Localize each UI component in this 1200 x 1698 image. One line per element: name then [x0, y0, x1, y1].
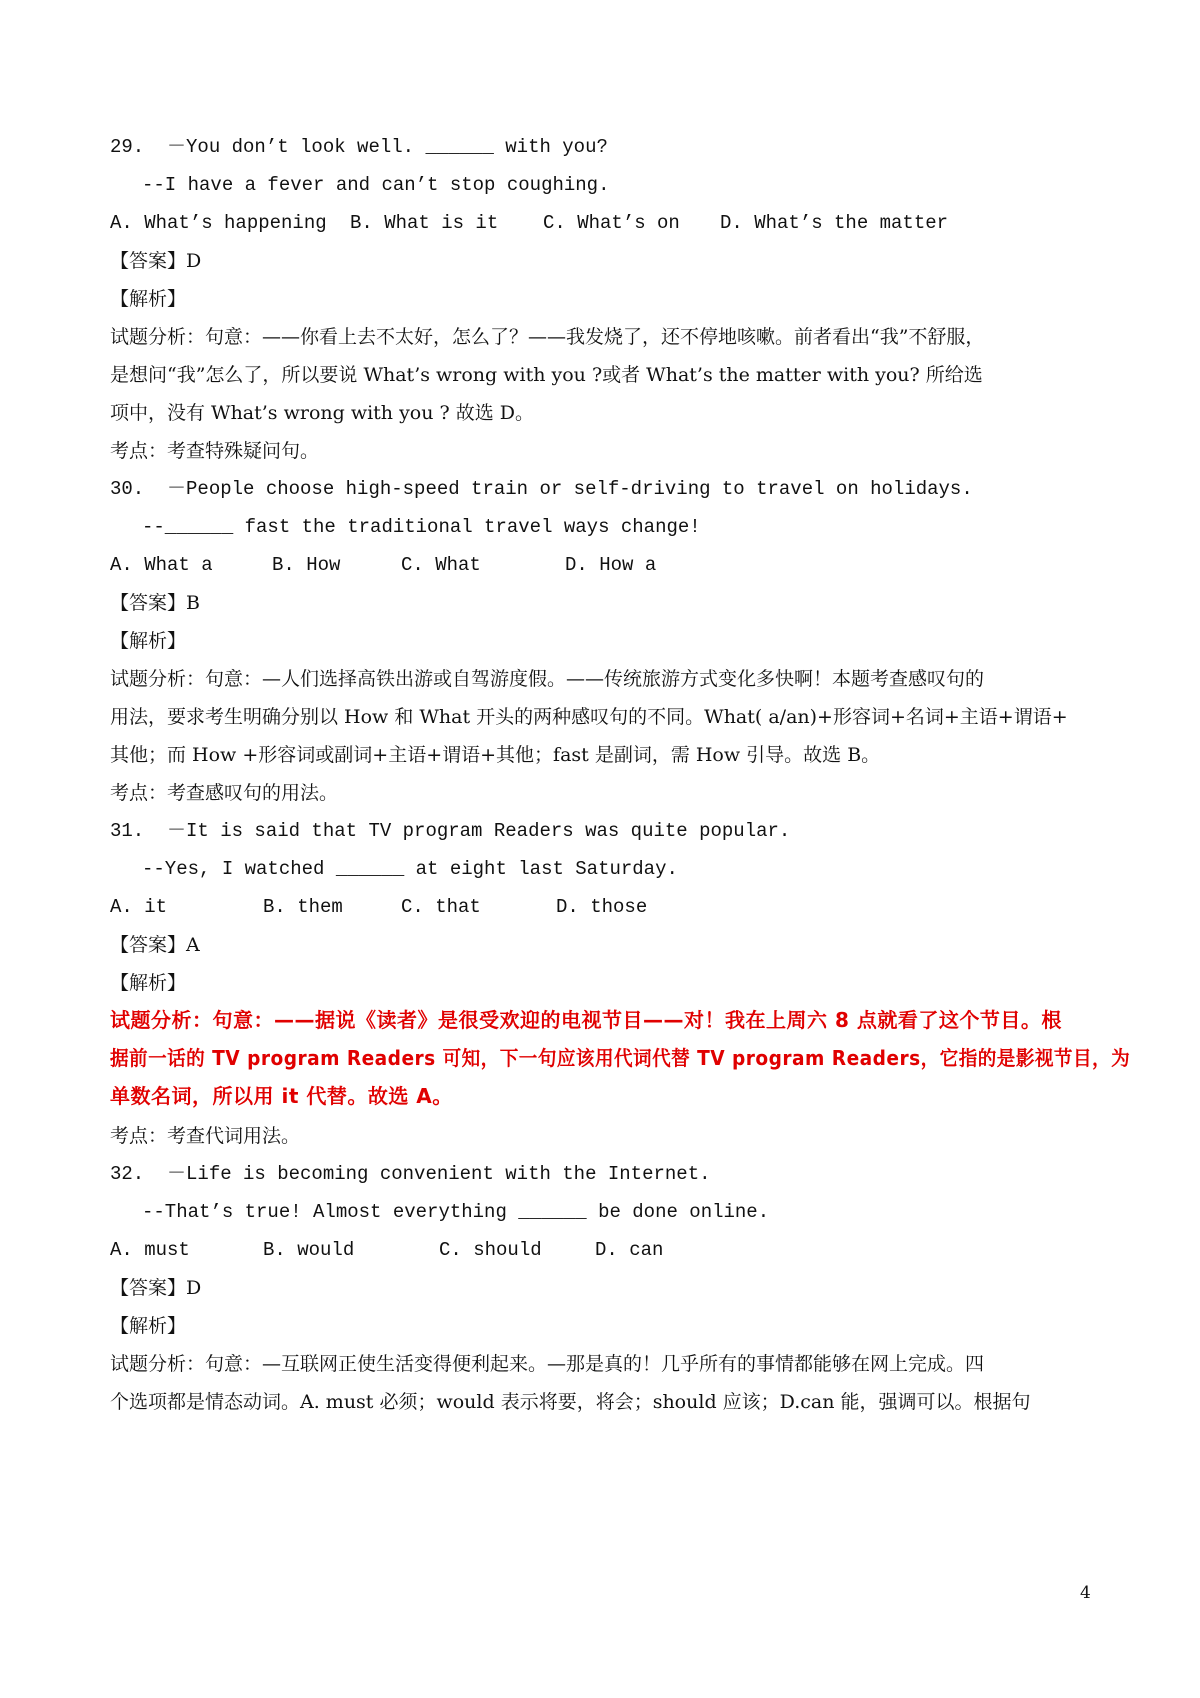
options-30 [110, 553, 1010, 577]
question-29: 29. －You don’t look well. ______ with you? [110, 136, 608, 158]
analysis-30-line-3: 其他；而 How +形容词或副词+主语+谓语+其他；fast 是副词，需 How 引导。故选 B。 [110, 744, 881, 766]
option-c: C. that [401, 896, 481, 918]
question-30: 30. －People choose high-speed train or self-driving to travel on holidays. [110, 478, 973, 500]
analysis-32-line-2: 个选项都是情态动词。A. must 必须；would 表示将要，将会；should 应该；D.can 能，强调可以。根据句 [110, 1391, 1031, 1413]
question-32: 32. －Life is becoming convenient with the Internet. [110, 1163, 711, 1185]
option-a: A. must [110, 1239, 190, 1261]
option-d: D. How a [565, 554, 657, 576]
analysis-29-line-3: 项中，没有 What’s wrong with you ? 故选 D。 [110, 402, 535, 424]
analysis-30-line-1: 试题分析：句意：—人们选择高铁出游或自驾游度假。——传统旅游方式变化多快啊！本题考查感叹句的 [110, 668, 985, 690]
question-31: 31. －It is said that TV program Readers was quite popular. [110, 820, 791, 842]
reply-30: --______ fast the traditional travel ways change! [142, 516, 701, 538]
option-c: C. What’s on [543, 212, 680, 234]
analysis-label-30: 【解析】 [110, 630, 187, 652]
options-31 [110, 895, 1010, 919]
option-c: C. should [439, 1239, 542, 1261]
page-number: 4 [1080, 1583, 1091, 1603]
option-c: C. What [401, 554, 481, 576]
option-a: A. it [110, 896, 168, 918]
option-d: D. those [556, 896, 648, 918]
options-29 [110, 211, 1010, 235]
option-a: A. What a [110, 554, 213, 576]
reply-32: --That’s true! Almost everything ______ be done online. [142, 1201, 770, 1223]
analysis-30-line-2: 用法，要求考生明确分别以 How 和 What 开头的两种感叹句的不同。What( a/an)+形容词+名词+主语+谓语+ [110, 706, 1068, 728]
point-31: 考点：考查代词用法。 [110, 1125, 301, 1147]
option-d: D. What’s the matter [720, 212, 949, 234]
option-b: B. would [263, 1239, 355, 1261]
point-30: 考点：考查感叹句的用法。 [110, 782, 339, 804]
option-b: B. them [263, 896, 343, 918]
option-b: B. How [272, 554, 341, 576]
analysis-label-29: 【解析】 [110, 288, 187, 310]
reply-29: --I have a fever and can’t stop coughing. [142, 174, 610, 196]
analysis-32-line-1: 试题分析：句意：—互联网正使生活变得便利起来。—那是真的！几乎所有的事情都能够在网上完成。四 [110, 1353, 985, 1375]
option-a: A. What’s happening [110, 212, 327, 234]
analysis-label-31: 【解析】 [110, 972, 187, 994]
options-32 [110, 1238, 1010, 1262]
option-b: B. What is it [350, 212, 499, 234]
analysis-label-32: 【解析】 [110, 1315, 187, 1337]
analysis-29-line-2: 是想问“我”怎么了，所以要说 What’s wrong with you ?或者 What’s the matter with you? 所给选 [110, 364, 983, 386]
answer-29: 【答案】D [110, 250, 202, 272]
analysis-31-line-2: 据前一话的 TV program Readers 可知，下一句应该用代词代替 TV program Readers，它指的是影视节目，为 [110, 1046, 1131, 1070]
analysis-31-line-3: 单数名词，所以用 it 代替。故选 A。 [110, 1084, 453, 1108]
analysis-31-line-1: 试题分析：句意：——据说《读者》是很受欢迎的电视节目——对！我在上周六 8 点就看了这个节目。根 [110, 1008, 1062, 1032]
point-29: 考点：考查特殊疑问句。 [110, 440, 320, 462]
answer-32: 【答案】D [110, 1277, 202, 1299]
analysis-29-line-1: 试题分析：句意：——你看上去不太好，怎么了？——我发烧了，还不停地咳嗽。前者看出“我”不舒服， [110, 326, 985, 348]
option-d: D. can [595, 1239, 664, 1261]
reply-31: --Yes, I watched ______ at eight last Saturday. [142, 858, 678, 880]
answer-31: 【答案】A [110, 934, 200, 956]
answer-30: 【答案】B [110, 592, 200, 614]
